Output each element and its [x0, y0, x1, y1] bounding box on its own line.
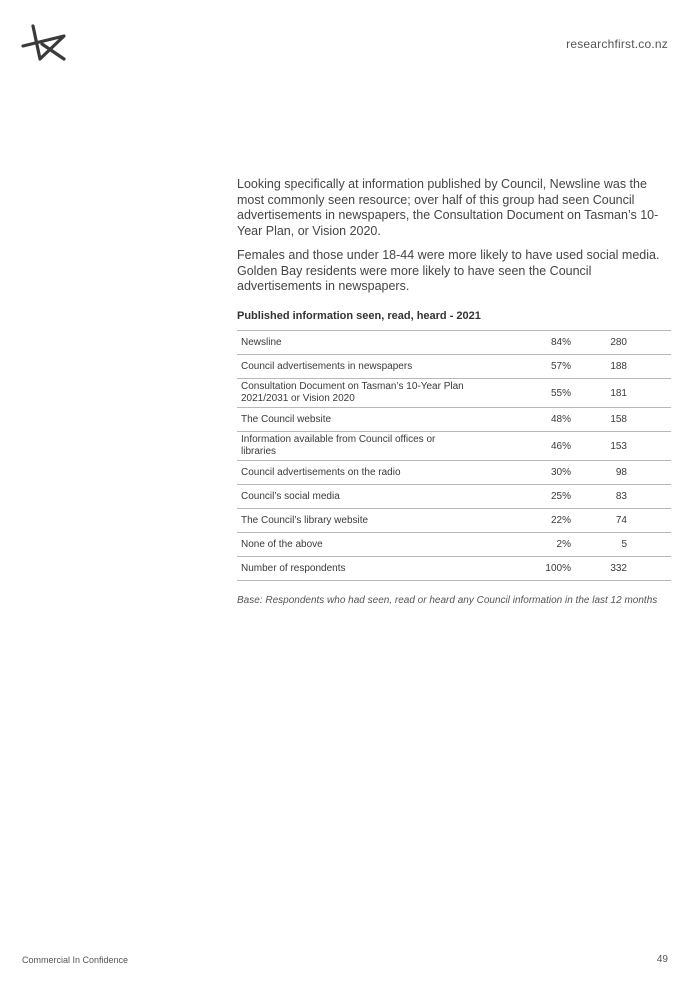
- site-url: researchfirst.co.nz: [566, 37, 668, 51]
- page-number: 49: [656, 954, 668, 965]
- table-row: [237, 461, 671, 485]
- row-percent: 25%: [473, 485, 585, 509]
- table-row: [237, 533, 671, 557]
- row-count: 188: [585, 355, 671, 379]
- row-label: Number of respondents: [237, 557, 473, 581]
- research-first-logo-icon: [20, 22, 68, 62]
- table-row: [237, 485, 671, 509]
- published-info-table: [237, 330, 671, 581]
- row-count: 158: [585, 408, 671, 432]
- row-label: The Council’s library website: [237, 509, 473, 533]
- row-count: 332: [585, 557, 671, 581]
- row-label: Newsline: [237, 331, 473, 355]
- body-text: [237, 177, 671, 304]
- row-label: The Council website: [237, 408, 473, 432]
- base-note: Base: Respondents who had seen, read or heard any Council information in the last 12 months: [237, 595, 658, 606]
- row-label: Council advertisements in newspapers: [237, 355, 473, 379]
- confidential-label: Commercial In Confidence: [22, 955, 129, 965]
- row-label: Council advertisements on the radio: [237, 461, 473, 485]
- row-label: Consultation Document on Tasman’s 10-Year Plan 2021/2031 or Vision 2020: [237, 379, 473, 408]
- row-percent: 48%: [473, 408, 585, 432]
- table-row: [237, 355, 671, 379]
- row-count: 98: [585, 461, 671, 485]
- row-percent: 30%: [473, 461, 585, 485]
- row-count: 74: [585, 509, 671, 533]
- table-row: [237, 408, 671, 432]
- row-label: None of the above: [237, 533, 473, 557]
- table-row: [237, 331, 671, 355]
- table-row: [237, 509, 671, 533]
- row-count: 153: [585, 432, 671, 461]
- row-count: 5: [585, 533, 671, 557]
- paragraph: Looking specifically at information published by Council, Newsline was the most commonly seen resource; over half of this group had seen Council advertisements in newspapers, the Consultation Document on Tasman’s 10-Year Plan, or Vision 2020.: [237, 177, 659, 238]
- row-percent: 55%: [473, 379, 585, 408]
- row-label: Information available from Council offices or libraries: [237, 432, 473, 461]
- row-percent: 22%: [473, 509, 585, 533]
- table-row-total: [237, 557, 671, 581]
- row-label: Council’s social media: [237, 485, 473, 509]
- table-row: [237, 379, 671, 408]
- row-count: 83: [585, 485, 671, 509]
- row-percent: 84%: [473, 331, 585, 355]
- row-percent: 57%: [473, 355, 585, 379]
- table-title: Published information seen, read, heard - 2021: [237, 310, 481, 322]
- row-count: 181: [585, 379, 671, 408]
- table-row: [237, 432, 671, 461]
- paragraph: Females and those under 18-44 were more likely to have used social media. Golden Bay residents were more likely to have seen the Council advertisements in newspapers.: [237, 248, 660, 293]
- row-percent: 46%: [473, 432, 585, 461]
- row-count: 280: [585, 331, 671, 355]
- row-percent: 2%: [473, 533, 585, 557]
- row-percent: 100%: [473, 557, 585, 581]
